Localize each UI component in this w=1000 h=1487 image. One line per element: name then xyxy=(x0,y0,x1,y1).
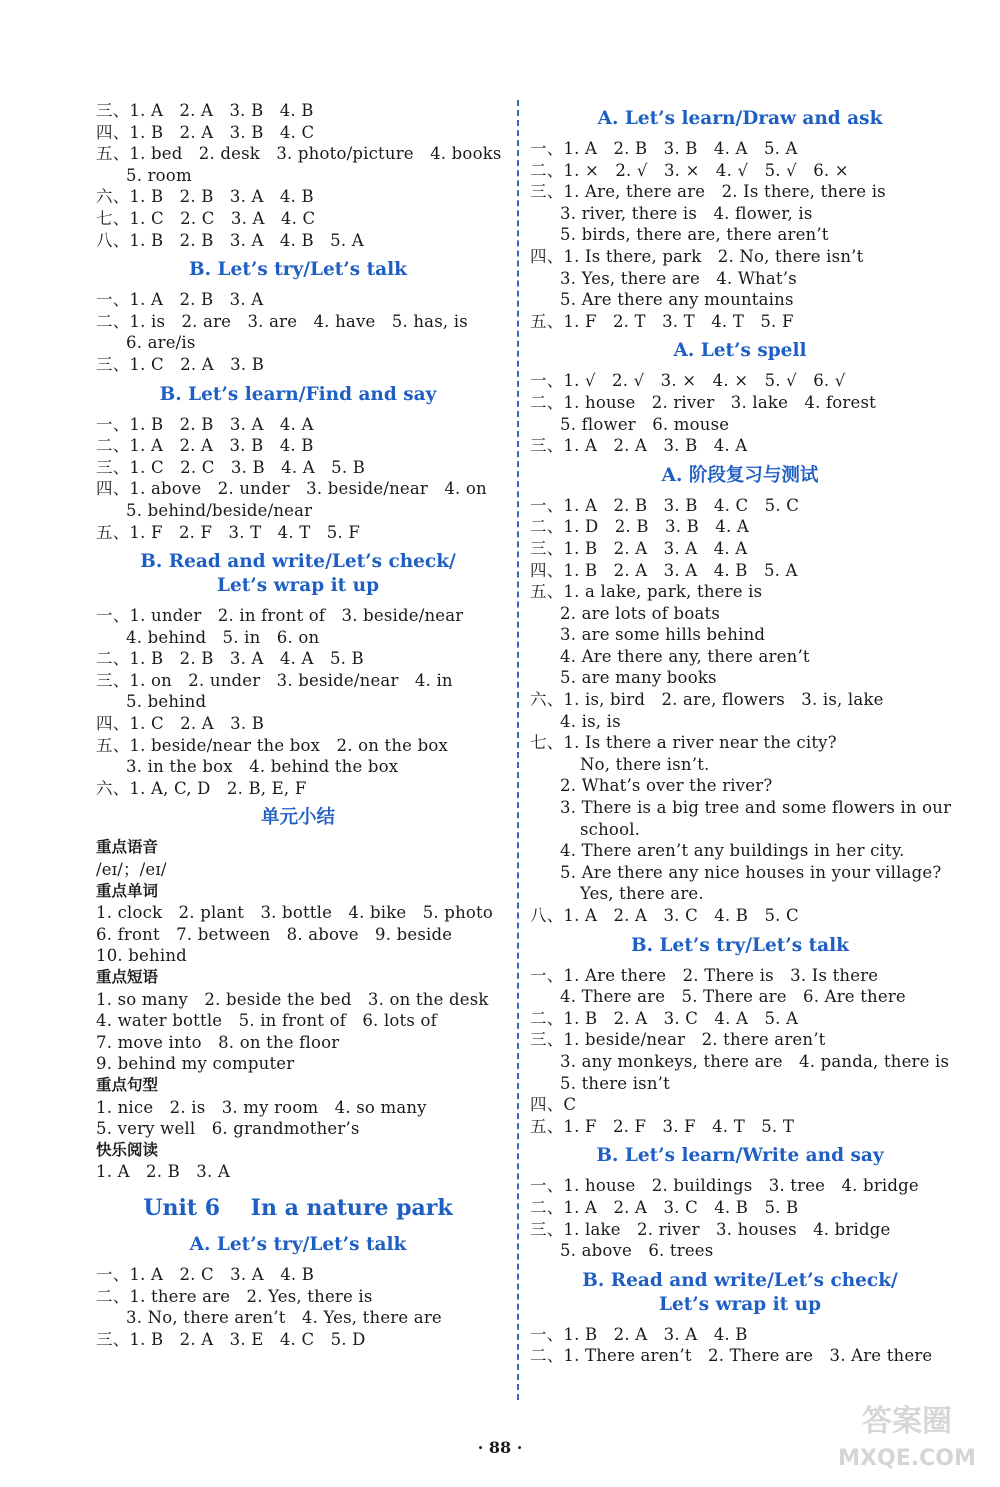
answer-line: 1. clock 2. plant 3. bottle 4. bike 5. photo xyxy=(96,903,493,923)
watermark-logo xyxy=(822,1395,992,1475)
answer-line: 4. There are 5. There are 6. Are there xyxy=(560,987,906,1007)
answer-line: 2. What’s over the river? xyxy=(560,776,773,796)
answer-line: 4. is, is xyxy=(560,711,621,731)
answer-line: 七、1. Is there a river near the city? xyxy=(530,733,837,753)
answer-line: 四、1. above 2. under 3. beside/near 4. on xyxy=(96,479,487,499)
answer-line: 二、1. there are 2. Yes, there is xyxy=(96,1286,373,1306)
section-heading: B. Read and write/Let’s check/ Let’s wrap it up xyxy=(582,1269,898,1315)
answer-line: 10. behind xyxy=(96,946,187,966)
answer-line: 9. behind my computer xyxy=(96,1054,295,1074)
section-heading: B. Let’s try/Let’s talk xyxy=(631,934,849,956)
answer-line: 三、1. C 2. C 3. B 4. A 5. B xyxy=(96,457,366,477)
answer-line: 5. above 6. trees xyxy=(560,1241,714,1261)
answer-line: 4. water bottle 5. in front of 6. lots of xyxy=(96,1011,437,1031)
answer-line: 一、1. A 2. B 3. B 4. A 5. A xyxy=(530,139,798,158)
answer-line: 一、1. under 2. in front of 3. beside/near xyxy=(96,606,464,626)
answer-line: 三、1. on 2. under 3. beside/near 4. in xyxy=(96,670,453,690)
answer-line: 5. very well 6. grandmother’s xyxy=(96,1119,360,1139)
answer-line: 四、1. B 2. A 3. A 4. B 5. A xyxy=(530,560,798,580)
answer-line: 二、1. house 2. river 3. lake 4. forest xyxy=(530,392,876,412)
answer-line: 六、1. A, C, D 2. B, E, F xyxy=(96,778,307,798)
answer-line: 5. flower 6. mouse xyxy=(560,414,730,434)
answer-line: 八、1. B 2. B 3. A 4. B 5. A xyxy=(96,230,364,250)
answer-line: 5. are many books xyxy=(560,668,717,688)
answer-line: 6. are/is xyxy=(126,333,196,353)
answer-line: 7. move into 8. on the floor xyxy=(96,1032,340,1052)
answer-line: 4. Are there any, there aren’t xyxy=(560,646,810,666)
summary-label: 重点语音 xyxy=(96,838,159,857)
answer-line: 二、1. B 2. A 3. C 4. A 5. A xyxy=(530,1008,799,1028)
answer-line: 七、1. C 2. C 3. A 4. C xyxy=(96,208,316,228)
watermark-bottom: MXQE.COM xyxy=(838,1446,976,1471)
answer-line: 3. river, there is 4. flower, is xyxy=(560,203,813,223)
answer-line: school. xyxy=(580,819,641,839)
answer-line: 五、1. bed 2. desk 3. photo/picture 4. books xyxy=(96,144,502,164)
answer-line: 5. Are there any nice houses in your village? xyxy=(560,862,942,882)
answer-line: 1. nice 2. is 3. my room 4. so many xyxy=(96,1097,427,1117)
answer-line: 一、1. house 2. buildings 3. tree 4. bridge xyxy=(530,1176,919,1196)
answer-line: 三、1. C 2. A 3. B xyxy=(96,354,265,374)
answer-line: 二、1. A 2. A 3. B 4. B xyxy=(96,436,314,456)
answer-line: 八、1. A 2. A 3. C 4. B 5. C xyxy=(530,906,799,925)
section-heading: 单元小结 xyxy=(260,807,335,829)
answer-line: 一、1. A 2. C 3. A 4. B xyxy=(96,1264,315,1284)
answer-line: /eɪ/；/eɪ/ xyxy=(96,860,167,880)
answer-line: 4. There aren’t any buildings in her city. xyxy=(560,841,905,861)
answer-line: 一、1. B 2. B 3. A 4. A xyxy=(96,414,314,434)
answer-line: 3. There is a big tree and some flowers in our xyxy=(560,798,952,818)
answer-line: 3. in the box 4. behind the box xyxy=(126,757,399,777)
answer-line: 3. are some hills behind xyxy=(560,625,766,645)
summary-label: 重点句型 xyxy=(96,1075,159,1094)
answer-line: 五、1. beside/near the box 2. on the box xyxy=(96,735,448,755)
answer-line: 四、C xyxy=(530,1095,577,1115)
answer-line: 三、1. A 2. A 3. B 4. B xyxy=(96,101,314,120)
answer-line: 二、1. B 2. B 3. A 4. A 5. B xyxy=(96,649,364,669)
answer-line: 5. behind xyxy=(126,692,207,712)
answer-line: 3. Yes, there are 4. What’s xyxy=(560,268,797,288)
answer-line: No, there isn’t. xyxy=(580,754,710,774)
answer-line: Yes, there are. xyxy=(580,884,704,904)
answer-line: 2. are lots of boats xyxy=(560,603,720,623)
summary-label: 重点短语 xyxy=(96,968,159,986)
answer-line: 6. front 7. between 8. above 9. beside xyxy=(96,924,453,944)
answer-line: 4. behind 5. in 6. on xyxy=(126,627,320,647)
answer-line: 1. so many 2. beside the bed 3. on the desk xyxy=(96,989,489,1009)
answer-line: 四、1. C 2. A 3. B xyxy=(96,714,265,734)
answer-line: 二、1. D 2. B 3. B 4. A xyxy=(530,517,749,537)
answer-line: 四、1. Is there, park 2. No, there isn’t xyxy=(530,246,864,266)
answer-line: 三、1. Are, there are 2. Is there, there is xyxy=(530,182,886,202)
answer-line: 三、1. lake 2. river 3. houses 4. bridge xyxy=(530,1219,891,1239)
column-divider xyxy=(517,100,519,1400)
right-column xyxy=(530,100,950,1367)
answer-line: 一、1. A 2. B 3. B 4. C 5. C xyxy=(530,495,800,515)
answer-line: 四、1. B 2. A 3. B 4. C xyxy=(96,122,315,142)
section-heading: B. Read and write/Let’s check/ Let’s wrap it up xyxy=(140,551,456,597)
answer-line: 5. Are there any mountains xyxy=(560,290,794,310)
answer-line: 1. A 2. B 3. A xyxy=(96,1162,230,1182)
answer-line: 五、1. F 2. F 3. T 4. T 5. F xyxy=(96,522,361,542)
answer-line: 一、1. B 2. A 3. A 4. B xyxy=(530,1324,748,1344)
section-heading: B. Let’s try/Let’s talk xyxy=(189,259,407,281)
answer-line: 二、1. is 2. are 3. are 4. have 5. has, is xyxy=(96,311,468,331)
section-heading: A. 阶段复习与测试 xyxy=(661,464,819,486)
unit-title: Unit 6 In a nature park xyxy=(143,1194,453,1221)
left-column xyxy=(96,100,500,1350)
answer-line: 五、1. F 2. F 3. F 4. T 5. T xyxy=(530,1116,795,1136)
answer-line: 一、1. A 2. B 3. A xyxy=(96,290,264,310)
answer-line: 5. there isn’t xyxy=(560,1073,670,1093)
summary-label: 快乐阅读 xyxy=(96,1140,159,1159)
answer-line: 二、1. A 2. A 3. C 4. B 5. B xyxy=(530,1197,799,1217)
answer-line: 一、1. Are there 2. There is 3. Is there xyxy=(530,965,879,985)
watermark-top: 答案圈 xyxy=(862,1404,952,1439)
summary-label: 重点单词 xyxy=(96,881,159,900)
answer-line: 五、1. F 2. T 3. T 4. T 5. F xyxy=(530,311,794,331)
answer-line: 六、1. B 2. B 3. A 4. B xyxy=(96,187,314,207)
answer-line: 二、1. There aren’t 2. There are 3. Are there xyxy=(530,1346,933,1366)
answer-line: 五、1. a lake, park, there is xyxy=(530,582,763,602)
section-heading: B. Let’s learn/Find and say xyxy=(159,383,437,405)
answer-line: 5. room xyxy=(126,165,192,185)
answer-line: 三、1. B 2. A 3. A 4. A xyxy=(530,538,748,558)
section-heading: A. Let’s try/Let’s talk xyxy=(189,1233,407,1255)
section-heading: B. Let’s learn/Write and say xyxy=(596,1145,884,1167)
page-number: · 88 · xyxy=(477,1438,523,1457)
answer-line: 5. behind/beside/near xyxy=(126,500,313,520)
answer-line: 3. No, there aren’t 4. Yes, there are xyxy=(126,1308,442,1328)
answer-line: 3. any monkeys, there are 4. panda, there is xyxy=(560,1051,950,1071)
answer-line: 三、1. beside/near 2. there aren’t xyxy=(530,1030,826,1050)
answer-line: 一、1. √ 2. √ 3. × 4. × 5. √ 6. √ xyxy=(530,371,846,391)
answer-line: 三、1. A 2. A 3. B 4. A xyxy=(530,436,748,456)
section-heading: A. Let’s learn/Draw and ask xyxy=(597,108,883,129)
answer-line: 二、1. × 2. √ 3. × 4. √ 5. √ 6. × xyxy=(530,160,849,180)
answer-line: 三、1. B 2. A 3. E 4. C 5. D xyxy=(96,1329,366,1349)
answer-line: 5. birds, there are, there aren’t xyxy=(560,225,829,245)
answer-line: 六、1. is, bird 2. are, flowers 3. is, lake xyxy=(530,690,884,710)
section-heading: A. Let’s spell xyxy=(673,340,807,362)
